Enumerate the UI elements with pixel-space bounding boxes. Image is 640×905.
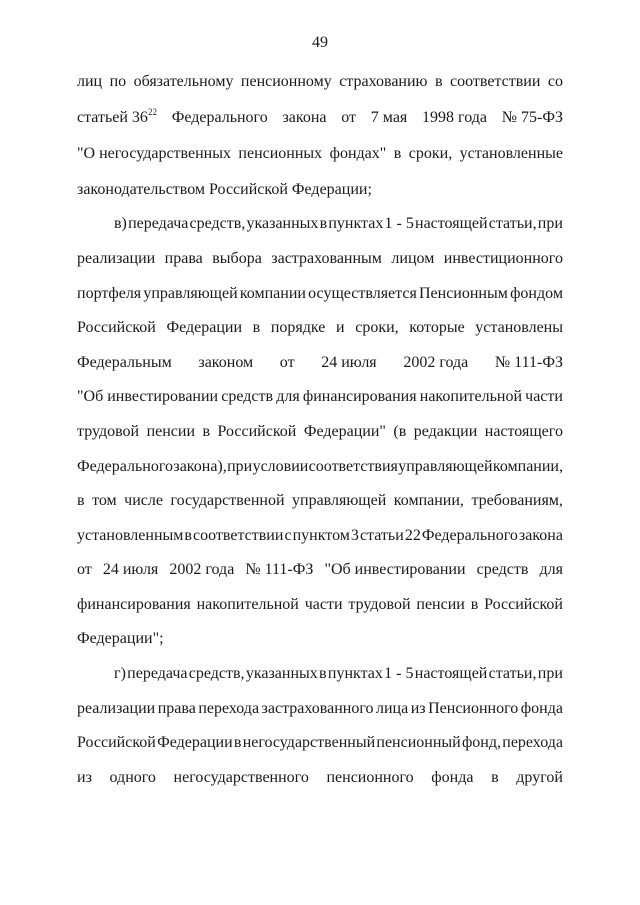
- word: 1998 года: [422, 109, 487, 126]
- word: законом: [198, 354, 254, 371]
- word: при: [227, 458, 253, 475]
- word: перехода: [198, 700, 260, 717]
- word: № 111-ФЗ: [494, 354, 563, 371]
- word: управляющей: [143, 285, 238, 302]
- word: Федерального: [77, 458, 174, 475]
- word: в: [434, 73, 443, 90]
- word: "О негосударственных: [77, 145, 231, 162]
- word: управляющей: [398, 458, 493, 475]
- word: для: [539, 561, 563, 578]
- word: фондом: [510, 285, 563, 302]
- word: закона),: [173, 458, 227, 475]
- word: лица: [375, 700, 409, 717]
- word: указанных: [246, 215, 319, 232]
- text-line: [77, 353, 563, 373]
- word: компании,: [492, 458, 563, 475]
- word: в: [491, 769, 499, 786]
- word: в: [202, 423, 211, 440]
- word: компании,: [393, 492, 464, 509]
- word: для: [276, 388, 300, 405]
- word: Федерации: [157, 734, 233, 751]
- word: негосударственного: [173, 769, 309, 786]
- text-line: [77, 284, 563, 304]
- word: финансирования: [77, 596, 191, 613]
- word: закона: [282, 109, 327, 126]
- word: пенсионному: [240, 73, 332, 90]
- text-line: [77, 318, 563, 338]
- word: Пенсионным: [418, 285, 508, 302]
- text-line: [77, 387, 563, 407]
- word: условии: [252, 458, 309, 475]
- text-line: [77, 457, 563, 477]
- word: при: [537, 665, 563, 682]
- word: "Об инвестировании: [324, 561, 466, 578]
- text-line: [77, 768, 563, 788]
- word: негосударственный: [242, 734, 376, 751]
- word: при: [537, 215, 563, 232]
- word: 1 - 5: [384, 215, 414, 232]
- word: № 111-ФЗ: [245, 561, 314, 578]
- word: средств: [476, 561, 529, 578]
- word: пенсионного: [326, 769, 414, 786]
- text-line-article-ref: [77, 108, 563, 129]
- word: средств,: [188, 665, 245, 682]
- word: статьи,: [488, 665, 537, 682]
- word: пенсии: [416, 596, 465, 613]
- word: установленные: [459, 145, 563, 162]
- word: фонда: [431, 769, 474, 786]
- word: редакции: [413, 423, 478, 440]
- word: сроки,: [408, 145, 453, 162]
- text-line: [77, 595, 563, 615]
- word: управляющей: [292, 492, 387, 509]
- word: в: [77, 492, 85, 509]
- word: средств,: [189, 215, 246, 232]
- word: в: [233, 734, 242, 751]
- text-line: [77, 629, 563, 649]
- word: Российской: [484, 596, 563, 613]
- word: из: [410, 700, 426, 717]
- word: пенсионных: [238, 145, 323, 162]
- word: пунктом: [292, 527, 350, 544]
- word: застрахованным: [271, 250, 382, 267]
- word: реализации: [77, 700, 156, 717]
- word: соответствии: [193, 527, 284, 544]
- word: реализации: [77, 250, 156, 267]
- word: средств: [221, 388, 274, 405]
- text-line: [77, 526, 563, 546]
- word: пенсии: [146, 423, 196, 440]
- word: настоящей: [414, 665, 488, 682]
- word: в: [470, 596, 479, 613]
- word: передача: [128, 215, 189, 232]
- word: одного: [109, 769, 156, 786]
- word: пунктах: [327, 665, 383, 682]
- word: от: [341, 109, 357, 126]
- word: перехода: [502, 734, 563, 751]
- text-line: [77, 699, 563, 719]
- word: 7 мая: [370, 109, 408, 126]
- word: закона: [518, 527, 563, 544]
- word: Федерального: [171, 109, 268, 126]
- word: и: [336, 319, 345, 336]
- word: порядке: [270, 319, 326, 336]
- word: компании: [239, 285, 306, 302]
- word: от: [77, 561, 92, 578]
- word: инвестиционного: [443, 250, 563, 267]
- word: части: [304, 596, 343, 613]
- word: законодательством Российской Федерации;: [77, 181, 372, 198]
- text-line: [77, 491, 563, 511]
- word: лиц: [77, 73, 103, 90]
- word: которые: [409, 319, 465, 336]
- word: Пенсионного: [428, 700, 519, 717]
- word: установленным: [77, 527, 184, 544]
- word: "Об инвестировании: [77, 388, 219, 405]
- word: настоящего: [484, 423, 563, 440]
- word: 24 июля: [321, 354, 377, 371]
- word: другой: [516, 769, 563, 786]
- word: 22: [404, 527, 421, 544]
- word: требованиям,: [471, 492, 563, 509]
- word: выбора: [212, 250, 262, 267]
- word: в: [393, 145, 402, 162]
- word: Российской: [77, 734, 156, 751]
- word: в: [252, 319, 261, 336]
- word: числе: [124, 492, 163, 509]
- word: соответствии: [449, 73, 541, 90]
- text-line: [77, 733, 563, 753]
- word: фондах": [329, 145, 387, 162]
- article-superscript: 22: [147, 107, 157, 117]
- word: в: [319, 215, 328, 232]
- word: 24 июля: [102, 561, 159, 578]
- text-line: [77, 72, 563, 92]
- word: застрахованного: [261, 700, 374, 717]
- paragraph-g-start: [77, 664, 563, 684]
- word: том: [92, 492, 117, 509]
- word: статьи,: [488, 215, 537, 232]
- word: части: [525, 388, 563, 405]
- word: трудовой: [77, 423, 140, 440]
- article-ref: статьей $36^{22}$: [77, 107, 157, 126]
- word: настоящей: [415, 215, 488, 232]
- word: с: [284, 527, 292, 544]
- word: сроки,: [355, 319, 399, 336]
- word: № 75-ФЗ: [501, 109, 563, 126]
- word: осуществляется: [308, 285, 417, 302]
- word: статьи: [359, 527, 404, 544]
- word: права: [164, 250, 203, 267]
- word: государственной: [170, 492, 285, 509]
- word: указанных: [245, 665, 318, 682]
- text-line: [77, 560, 563, 580]
- text-line: [77, 249, 563, 269]
- word: 2002 года: [403, 354, 469, 371]
- word: из: [77, 769, 92, 786]
- word: соответствия: [308, 458, 398, 475]
- word: портфеля: [77, 285, 142, 302]
- word: страхованию: [339, 73, 428, 90]
- paragraph-v-start: [77, 214, 563, 234]
- word: Российской: [77, 319, 156, 336]
- word: трудовой: [348, 596, 411, 613]
- text-line: [77, 180, 563, 200]
- text-line: [77, 422, 563, 442]
- word: пунктах: [328, 215, 384, 232]
- word: в: [319, 665, 327, 682]
- word: в): [114, 215, 127, 232]
- word: г): [114, 665, 126, 682]
- word: обязательному: [133, 73, 234, 90]
- word: лицом: [391, 250, 435, 267]
- word: накопительной: [196, 596, 299, 613]
- word: Федерации";: [77, 630, 164, 647]
- word: 1 - 5: [384, 665, 414, 682]
- word: в: [184, 527, 192, 544]
- word: пенсионный: [376, 734, 461, 751]
- word: установлены: [475, 319, 563, 336]
- word: от: [279, 354, 295, 371]
- word: фонд,: [461, 734, 502, 751]
- word: Федерального: [421, 527, 518, 544]
- word: права: [157, 700, 196, 717]
- word: Федерации": [303, 423, 386, 440]
- word: накопительной: [419, 388, 522, 405]
- word: со: [547, 73, 563, 90]
- word: 2002 года: [169, 561, 235, 578]
- page-number: 49: [312, 34, 328, 51]
- word: Российской: [217, 423, 297, 440]
- word: фонда: [520, 700, 563, 717]
- word: финансирования: [302, 388, 417, 405]
- text-line: [77, 144, 563, 164]
- word: (в: [393, 423, 407, 440]
- word: 3: [350, 527, 359, 544]
- word: передача: [127, 665, 188, 682]
- word: по: [109, 73, 127, 90]
- word: Федеральным: [77, 354, 172, 371]
- word: Федерации: [166, 319, 243, 336]
